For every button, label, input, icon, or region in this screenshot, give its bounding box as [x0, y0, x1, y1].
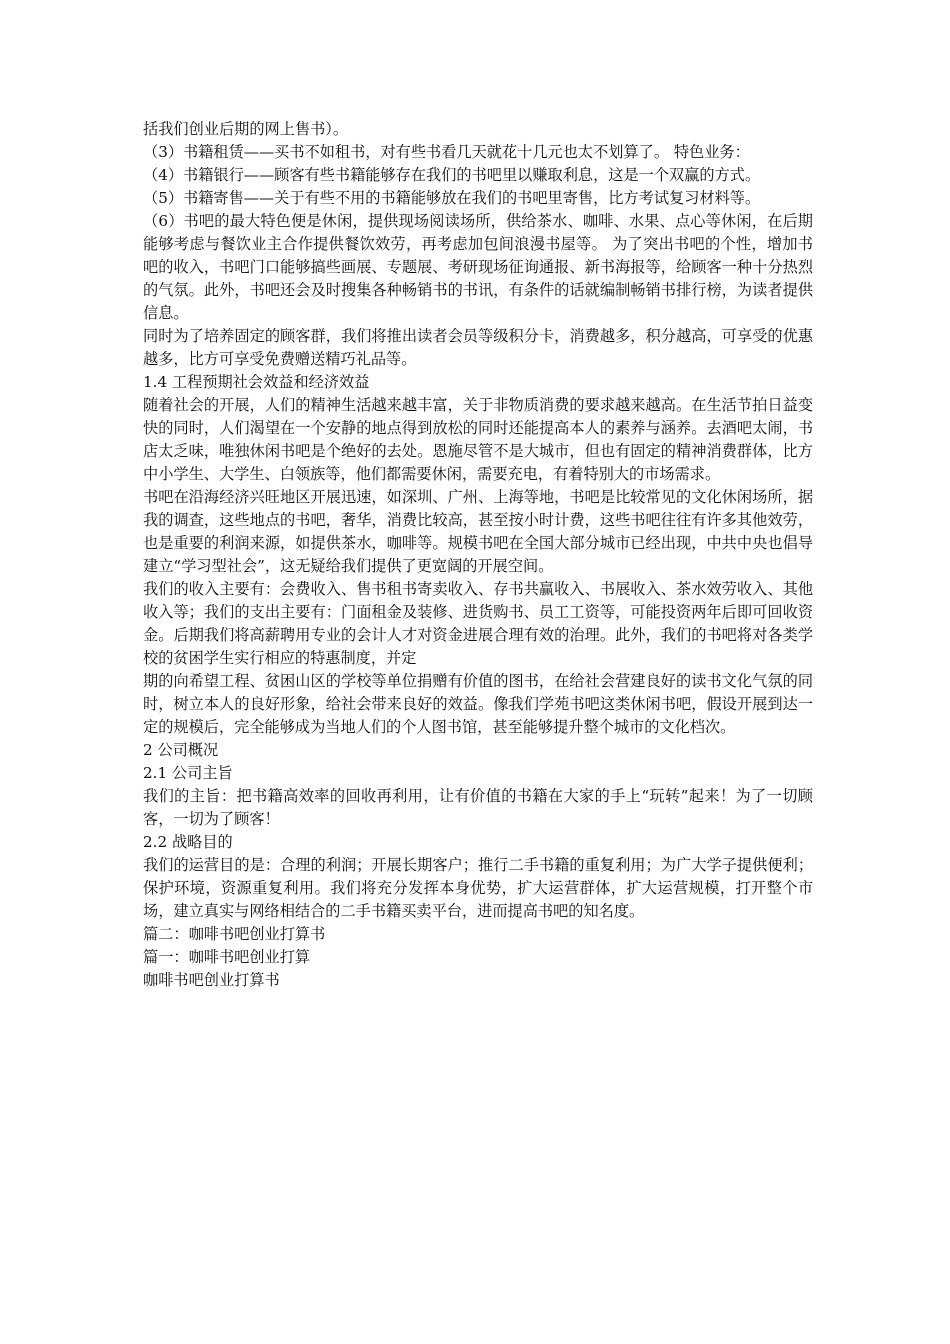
paragraph: 期的向希望工程、贫困山区的学校等单位捐赠有价值的图书，在给社会营建良好的读书文化气氛的同时，树立本人的良好形象，给社会带来良好的效益。像我们学苑书吧这类休闲书吧，假设开展到达一定的规模后，完全能够成为当地人们的个人图书馆，甚至能够提升整个城市的文化档次。: [143, 672, 813, 736]
paragraph: （3）书籍租赁——买书不如租书，对有些书看几天就花十几元也太不划算了。 特色业务：: [143, 143, 750, 161]
paragraph: （4）书籍银行——顾客有些书籍能够存在我们的书吧里以赚取利息，这是一个双赢的方式。: [143, 166, 761, 184]
paragraph: （5）书籍寄售——关于有些不用的书籍能够放在我们的书吧里寄售，比方考试复习材料等。: [143, 189, 761, 207]
section-heading: 篇二：咖啡书吧创业打算书: [143, 925, 326, 943]
paragraph: （6）书吧的最大特色便是休闲，提供现场阅读场所，供给茶水、咖啡、水果、点心等休闲，在后期能够考虑与餐饮业主合作提供餐饮效劳，再考虑加包间浪漫书屋等。 为了突出书吧的个性，增加书吧的收入，书吧门口能够搞些画展、专题展、考研现场征询通报、新书海报等，给顾客一种十分热烈的气氛。此外，书吧还会及时搜集各种畅销书的书讯，有条件的话就编制畅销书排行榜，为读者提供信息。: [143, 212, 813, 322]
paragraph: 随着社会的开展，人们的精神生活越来越丰富，关于非物质消费的要求越来越高。在生活节拍日益变快的同时，人们渴望在一个安静的地点得到放松的同时还能提高本人的素养与涵养。去酒吧太闹，书店太乏味，唯独休闲书吧是个绝好的去处。恩施尽管不是大城市，但也有固定的精神消费群体，比方中小学生、大学生、白领族等，他们都需要休闲，需要充电，有着特别大的市场需求。: [143, 396, 813, 483]
section-heading: 1.4 工程预期社会效益和经济效益: [143, 373, 370, 391]
paragraph: 书吧在沿海经济兴旺地区开展迅速，如深圳、广州、上海等地，书吧是比较常见的文化休闲场所，据我的调查，这些地点的书吧，奢华，消费比较高，甚至按小时计费，这些书吧往往有许多其他效劳，也是重要的利润来源，如提供茶水，咖啡等。规模书吧在全国大部分城市已经出现，中共中央也倡导建立“学习型社会”，这无疑给我们提供了更宽阔的开展空间。: [143, 488, 813, 575]
paragraph: 我们的收入主要有：会费收入、售书租书寄卖收入、存书共赢收入、书展收入、茶水效劳收入、其他收入等；我们的支出主要有：门面租金及装修、进货购书、员工工资等，可能投资两年后即可回收资金。后期我们将高薪聘用专业的会计人才对资金进展合理有效的治理。此外，我们的书吧将对各类学校的贫困学生实行相应的特惠制度，并定: [143, 580, 813, 667]
document-body: [143, 118, 813, 992]
paragraph: 括我们创业后期的网上售书）。: [143, 120, 349, 138]
section-heading: 篇一：咖啡书吧创业打算: [143, 948, 311, 966]
section-heading: 2.2 战略目的: [143, 833, 233, 851]
paragraph: 我们的主旨：把书籍高效率的回收再利用，让有价值的书籍在大家的手上“玩转”起来！为了一切顾客，一切为了顾客！: [143, 787, 813, 828]
paragraph: 同时为了培养固定的顾客群，我们将推出读者会员等级积分卡，消费越多，积分越高，可享受的优惠越多，比方可享受免费赠送精巧礼品等。: [143, 327, 813, 368]
section-heading: 咖啡书吧创业打算书: [143, 971, 280, 989]
section-heading: 2 公司概况: [143, 741, 219, 759]
section-heading: 2.1 公司主旨: [143, 764, 233, 782]
paragraph: 我们的运营目的是：合理的利润；开展长期客户；推行二手书籍的重复利用；为广大学子提供便利；保护环境，资源重复利用。我们将充分发挥本身优势，扩大运营群体，扩大运营规模，打开整个市场，建立真实与网络相结合的二手书籍买卖平台，进而提高书吧的知名度。: [143, 856, 813, 920]
